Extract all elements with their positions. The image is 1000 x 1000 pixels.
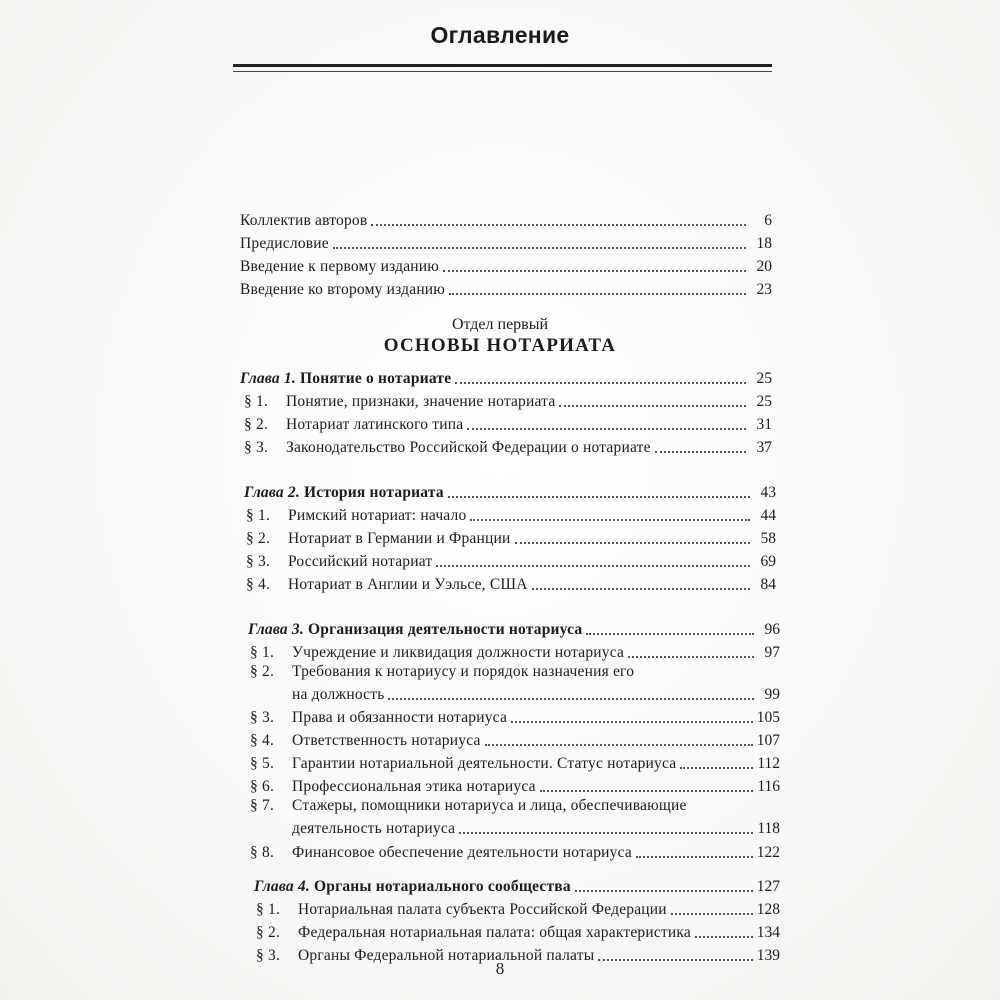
- section-number: § 2.: [250, 663, 275, 680]
- chapter-name: Понятие о нотариате: [300, 370, 452, 387]
- leader-dots: [448, 496, 750, 498]
- section-page: 118: [757, 820, 780, 837]
- section-title: [246, 576, 528, 594]
- leader-dots: [515, 542, 751, 544]
- section-title: [246, 553, 432, 571]
- section-title: [246, 507, 466, 525]
- leader-dots: [540, 790, 754, 792]
- toc-entry[interactable]: [240, 254, 772, 276]
- section-number: § 4.: [246, 576, 271, 593]
- section-page: 44: [760, 507, 776, 524]
- leader-dots: [449, 293, 746, 295]
- chapter-entry[interactable]: [254, 874, 780, 896]
- section-entry[interactable]: [292, 682, 780, 704]
- chapter-title: [240, 370, 451, 388]
- leader-dots: [559, 405, 746, 407]
- section-name: Гарантии нотариальной деятельности. Статус нотариуса: [292, 755, 677, 772]
- section-page: 128: [756, 901, 780, 918]
- section-title: [256, 901, 667, 919]
- section-name: Финансовое обеспечение деятельности нотариуса: [292, 844, 632, 861]
- section-number: § 3.: [256, 947, 281, 964]
- leader-dots: [485, 744, 753, 746]
- section-page: 84: [760, 576, 776, 593]
- toc-entry-title: Введение ко второму изданию: [240, 281, 446, 298]
- section-entry[interactable]: [250, 728, 780, 750]
- section-entry[interactable]: [246, 549, 776, 571]
- section-number: § 1.: [256, 901, 281, 918]
- toc-entry-page: 23: [756, 281, 772, 298]
- section-number: § 6.: [250, 778, 275, 795]
- chapter-page: 127: [756, 878, 780, 895]
- section-title-line1: [250, 663, 634, 681]
- section-number: § 4.: [250, 732, 275, 749]
- section-name-line1: Требования к нотариусу и порядок назначения его: [292, 663, 635, 680]
- section-page: 99: [764, 686, 780, 703]
- toc-entry-title: Коллектив авторов: [240, 212, 368, 229]
- section-page: 116: [757, 778, 780, 795]
- title-rule-thick: [233, 64, 772, 67]
- section-title: [246, 530, 511, 548]
- page-number: 8: [495, 959, 505, 978]
- section-name: на должность: [292, 686, 385, 703]
- section-name: Нотариат в Англии и Уэльсе, США: [288, 576, 528, 593]
- section-number: § 2.: [246, 530, 271, 547]
- section-entry[interactable]: [246, 526, 776, 548]
- leader-dots: [455, 382, 746, 384]
- section-entry[interactable]: [250, 705, 780, 727]
- leader-dots: [655, 451, 746, 453]
- section-page: 69: [760, 553, 776, 570]
- section-title: [250, 755, 676, 773]
- page-title: Оглавление: [430, 22, 570, 48]
- section-entry[interactable]: [246, 503, 776, 525]
- section-name: Нотариат латинского типа: [286, 416, 464, 433]
- leader-dots: [575, 890, 753, 892]
- chapter-prefix: Глава 4.: [254, 878, 310, 895]
- section-name: Ответственность нотариуса: [292, 732, 481, 749]
- leader-dots: [333, 247, 746, 249]
- section-number: § 5.: [250, 755, 275, 772]
- section-page: 134: [756, 924, 780, 941]
- chapter-entry[interactable]: [244, 480, 776, 502]
- section-number: § 3.: [250, 709, 275, 726]
- leader-dots: [532, 588, 750, 590]
- section-title: [250, 844, 632, 862]
- section-number: § 2.: [256, 924, 281, 941]
- section-entry[interactable]: [250, 840, 780, 862]
- section-page: 37: [756, 439, 772, 456]
- section-title: [244, 416, 463, 434]
- chapter-prefix: Глава 2.: [244, 484, 300, 501]
- leader-dots: [371, 224, 746, 226]
- section-name: Понятие, признаки, значение нотариата: [286, 393, 556, 410]
- section-name: Органы Федеральной нотариальной палаты: [298, 947, 595, 964]
- leader-dots: [636, 856, 753, 858]
- section-name-line1: Стажеры, помощники нотариуса и лица, обеспечивающие: [292, 797, 687, 814]
- chapter-title: [248, 621, 582, 639]
- section-number: § 8.: [250, 844, 275, 861]
- section-page: 107: [756, 732, 780, 749]
- leader-dots: [628, 656, 754, 658]
- toc-entry[interactable]: [240, 208, 772, 230]
- section-number: § 7.: [250, 797, 275, 814]
- section-title: [250, 778, 536, 796]
- leader-dots: [586, 633, 754, 635]
- toc-entry-title: Предисловие: [240, 235, 329, 252]
- section-page: 58: [760, 530, 776, 547]
- leader-dots: [671, 913, 753, 915]
- chapter-entry[interactable]: [248, 617, 780, 639]
- chapter-entry[interactable]: [240, 366, 772, 388]
- section-title: [256, 924, 691, 942]
- section-entry[interactable]: [244, 412, 772, 434]
- section-entry[interactable]: [250, 751, 780, 773]
- section-entry[interactable]: [256, 920, 780, 942]
- section-page: 31: [756, 416, 772, 433]
- section-title-line1: [250, 797, 687, 815]
- section-title: [244, 439, 651, 457]
- section-title: [250, 732, 481, 750]
- leader-dots: [443, 270, 746, 272]
- section-name: Профессиональная этика нотариуса: [292, 778, 536, 795]
- section-page: 97: [764, 644, 780, 661]
- section-entry[interactable]: [244, 435, 772, 457]
- section-number: § 1.: [244, 393, 269, 410]
- chapter-page: 96: [764, 621, 780, 638]
- chapter-prefix: Глава 1.: [240, 370, 296, 387]
- section-name: Нотариат в Германии и Франции: [288, 530, 511, 547]
- toc-entry-page: 20: [756, 258, 772, 275]
- chapter-name: История нотариата: [304, 484, 444, 501]
- toc-entry-page: 6: [764, 212, 772, 229]
- section-name: Российский нотариат: [288, 553, 433, 570]
- toc-entry-page: 18: [756, 235, 772, 252]
- section-entry[interactable]: [256, 897, 780, 919]
- leader-dots: [470, 519, 750, 521]
- section-title: [250, 709, 507, 727]
- section-entry[interactable]: [250, 640, 780, 662]
- chapter-name: Органы нотариального сообщества: [314, 878, 571, 895]
- section-page: 139: [756, 947, 780, 964]
- section-page: 112: [757, 755, 780, 772]
- section-number: § 3.: [244, 439, 269, 456]
- section-page: 105: [756, 709, 780, 726]
- section-name: Нотариальная палата субъекта Российской Федерации: [298, 901, 667, 918]
- section-name: Учреждение и ликвидация должности нотариуса: [292, 644, 625, 661]
- section-name: деятельность нотариуса: [292, 820, 456, 837]
- leader-dots: [695, 936, 753, 938]
- toc-entry[interactable]: [240, 231, 772, 253]
- leader-dots: [388, 698, 754, 700]
- section-number: § 3.: [246, 553, 271, 570]
- chapter-title: [254, 878, 571, 896]
- toc-entry[interactable]: [240, 277, 772, 299]
- leader-dots: [436, 565, 750, 567]
- chapter-prefix: Глава 3.: [248, 621, 304, 638]
- chapter-page: 43: [760, 484, 776, 501]
- toc-entry-title: Введение к первому изданию: [240, 258, 440, 275]
- chapter-title: [244, 484, 444, 502]
- section-entry[interactable]: [250, 774, 780, 796]
- title-rule-thin: [233, 71, 772, 72]
- section-title: [250, 644, 624, 662]
- leader-dots: [459, 832, 753, 834]
- section-number: § 1.: [246, 507, 271, 524]
- section-entry[interactable]: [292, 816, 780, 838]
- section-name: Права и обязанности нотариуса: [292, 709, 508, 726]
- division-heading: ОСНОВЫ НОТАРИАТА: [383, 335, 617, 356]
- chapter-name: Организация деятельности нотариуса: [308, 621, 583, 638]
- section-number: § 2.: [244, 416, 269, 433]
- division-subtitle: Отдел первый: [451, 316, 549, 333]
- section-title: [244, 393, 555, 411]
- section-number: § 1.: [250, 644, 275, 661]
- section-name: Римский нотариат: начало: [288, 507, 467, 524]
- section-name: Законодательство Российской Федерации о нотариате: [286, 439, 651, 456]
- section-name: Федеральная нотариальная палата: общая характеристика: [298, 924, 691, 941]
- section-page: 25: [756, 393, 772, 410]
- leader-dots: [511, 721, 753, 723]
- section-entry[interactable]: [246, 572, 776, 594]
- leader-dots: [680, 767, 753, 769]
- chapter-page: 25: [756, 370, 772, 387]
- leader-dots: [467, 428, 746, 430]
- section-entry[interactable]: [244, 389, 772, 411]
- section-page: 122: [756, 844, 780, 861]
